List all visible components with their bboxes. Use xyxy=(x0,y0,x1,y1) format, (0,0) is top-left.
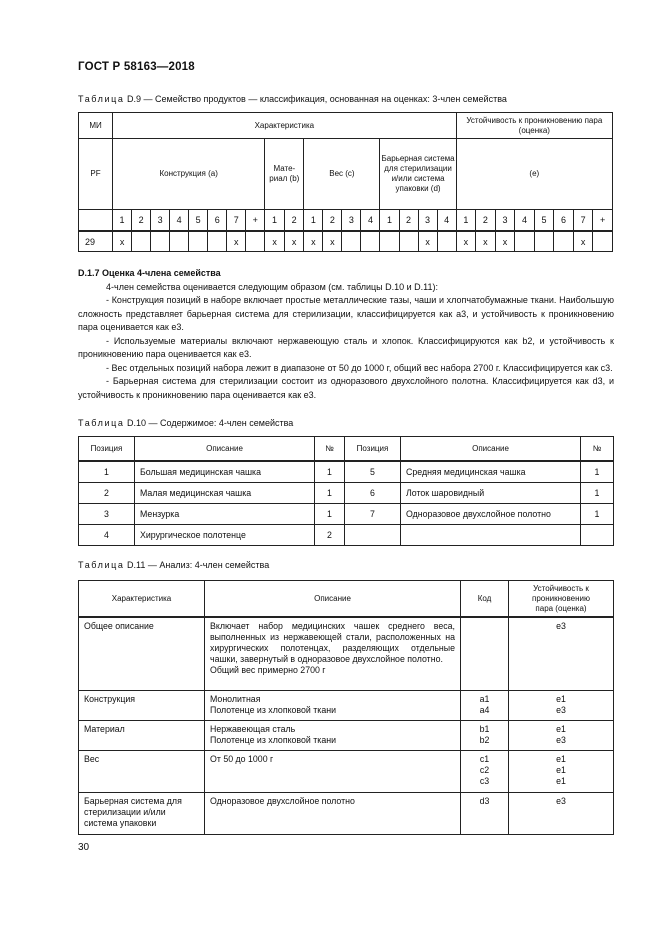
group-e-mark: x xyxy=(573,231,593,252)
cell-characteristic: Материал xyxy=(79,720,205,750)
cell-description: Одноразовое двухслойное полотно xyxy=(205,792,461,834)
table-d9-number-row xyxy=(79,210,613,232)
group-a-number: 3 xyxy=(151,210,170,232)
caption-prefix: Таблица xyxy=(78,418,125,428)
cell: 1 xyxy=(315,504,345,525)
group-e-number: 3 xyxy=(495,210,515,232)
cell-characteristic: Вес xyxy=(79,750,205,792)
group-b-number: 1 xyxy=(265,210,285,232)
column-header: Код xyxy=(461,581,509,618)
group-a-mark xyxy=(246,231,265,252)
group-b-number: 2 xyxy=(284,210,304,232)
document-header: ГОСТ Р 58163—2018 xyxy=(78,61,195,73)
group-a-number: 7 xyxy=(227,210,246,232)
group-e-number: 6 xyxy=(554,210,574,232)
steam-header: Устойчивость к проникновению пара (оценка) xyxy=(456,113,612,139)
group-e-mark xyxy=(534,231,554,252)
cell-code: d3 xyxy=(461,792,509,834)
table-row xyxy=(79,720,614,750)
group-d-mark xyxy=(437,231,456,252)
table-d10 xyxy=(78,436,614,546)
group-b-mark: x xyxy=(265,231,285,252)
cell: Лоток шаровидный xyxy=(401,483,581,504)
table-d11 xyxy=(78,580,614,835)
group-a-mark: x xyxy=(227,231,246,252)
group-c-number: 4 xyxy=(361,210,380,232)
group-a-number: 5 xyxy=(189,210,208,232)
group-a-mark xyxy=(170,231,189,252)
caption-prefix: Таблица xyxy=(78,560,125,570)
group-c-number: 1 xyxy=(304,210,323,232)
cell-code: c1 c2 c3 xyxy=(461,750,509,792)
table-row xyxy=(79,483,614,504)
characteristic-header: Характеристика xyxy=(113,113,457,139)
table-d9-caption xyxy=(78,94,507,104)
cell-code: a1 a4 xyxy=(461,690,509,720)
group-c-mark: x xyxy=(304,231,323,252)
cell: 3 xyxy=(79,504,135,525)
table-header-row xyxy=(79,437,614,462)
column-header: Характеристика xyxy=(79,581,205,618)
group-c-mark xyxy=(342,231,361,252)
pf-cell: PF xyxy=(79,139,113,210)
table-header-row xyxy=(79,581,614,618)
group-c-number: 3 xyxy=(342,210,361,232)
group-e-number: 1 xyxy=(456,210,476,232)
column-header: № xyxy=(315,437,345,462)
group-a-mark xyxy=(132,231,151,252)
group-b-mark: x xyxy=(284,231,304,252)
caption-prefix: Таблица xyxy=(78,94,125,104)
cell-description: Монолитная Полотенце из хлопковой ткани xyxy=(205,690,461,720)
group-d-mark xyxy=(399,231,418,252)
cell xyxy=(581,525,614,546)
construction-header: Конструкция (a) xyxy=(113,139,265,210)
table-d10-caption xyxy=(78,418,293,428)
group-d-number: 1 xyxy=(380,210,399,232)
column-header: Устойчивость к проникновению пара (оценка) xyxy=(509,581,614,618)
section-heading: D.1.7 Оценка 4-члена семейства xyxy=(78,268,221,278)
table-row xyxy=(79,750,614,792)
cell: 1 xyxy=(79,461,135,483)
caption-text: D.11 — Анализ: 4-член семейства xyxy=(127,560,270,570)
blank-cell xyxy=(79,210,113,232)
cell-description: От 50 до 1000 г xyxy=(205,750,461,792)
group-d-number: 3 xyxy=(418,210,437,232)
cell: 5 xyxy=(345,461,401,483)
table-row xyxy=(79,525,614,546)
group-e-mark xyxy=(593,231,613,252)
cell-score: e3 xyxy=(509,792,614,834)
cell-description: Включает набор медицинских чашек среднего веса, выполненных из нержавеющей стали, расположенных на хирургических полотенцах, разделяющих отдельные чашки, завернутый в одноразовое двухслойное полотно. Общий вес примерно 2700 г xyxy=(205,617,461,690)
cell: 6 xyxy=(345,483,401,504)
group-e-number: 4 xyxy=(515,210,535,232)
column-header: Позиция xyxy=(79,437,135,462)
cell: 1 xyxy=(315,483,345,504)
group-a-number: 1 xyxy=(113,210,132,232)
group-c-mark xyxy=(361,231,380,252)
cell: Малая медицинская чашка xyxy=(135,483,315,504)
cell: 1 xyxy=(581,504,614,525)
material-header: Мате-риал (b) xyxy=(265,139,304,210)
caption-text: D.9 — Семейство продуктов — классификация, основанная на оценках: 3-член семейства xyxy=(127,94,507,104)
cell: 1 xyxy=(581,483,614,504)
table-d11-caption xyxy=(78,560,269,570)
group-a-mark: x xyxy=(113,231,132,252)
group-e-number: 7 xyxy=(573,210,593,232)
cell: Большая медицинская чашка xyxy=(135,461,315,483)
column-header: Описание xyxy=(401,437,581,462)
cell xyxy=(345,525,401,546)
section-d17 xyxy=(78,267,614,402)
column-header: Описание xyxy=(135,437,315,462)
row-label: 29 xyxy=(79,231,113,252)
barrier-header: Барьерная система для стерилизации и/или система упаковки (d) xyxy=(380,139,456,210)
group-c-mark: x xyxy=(323,231,342,252)
group-c-number: 2 xyxy=(323,210,342,232)
group-e-mark: x xyxy=(476,231,496,252)
group-e-mark xyxy=(515,231,535,252)
table-d9 xyxy=(78,112,613,252)
table-row xyxy=(79,617,614,690)
group-e-mark: x xyxy=(495,231,515,252)
page-number: 30 xyxy=(78,842,90,853)
cell-characteristic: Конструкция xyxy=(79,690,205,720)
group-e-number: 2 xyxy=(476,210,496,232)
table-row xyxy=(79,690,614,720)
cell-characteristic: Барьерная система для стерилизации и/или система упаковки xyxy=(79,792,205,834)
column-header: № xyxy=(581,437,614,462)
group-e-mark: x xyxy=(456,231,476,252)
cell-score: e1 e3 xyxy=(509,720,614,750)
cell: Средняя медицинская чашка xyxy=(401,461,581,483)
group-d-mark xyxy=(380,231,399,252)
group-a-number: 6 xyxy=(208,210,227,232)
group-d-mark: x xyxy=(418,231,437,252)
paragraph: - Вес отдельных позиций набора лежит в диапазоне от 50 до 1000 г, общий вес набора 2700 г. Классифицируется как c3. xyxy=(106,362,613,373)
cell: 2 xyxy=(315,525,345,546)
cell-code: b1 b2 xyxy=(461,720,509,750)
table-row xyxy=(79,461,614,483)
paragraph: - Конструкция позиций в наборе включает простые металлические тазы, чаши и хлопчатобумажные ткани. Наибольшую сложность представляет барьерная система для стерилизации, классифицируется как a3, и устойчивость к проникновению пара оценивается как e3. xyxy=(78,295,614,332)
cell: Одноразовое двухслойное полотно xyxy=(401,504,581,525)
cell xyxy=(401,525,581,546)
group-a-mark xyxy=(151,231,170,252)
group-a-number: 4 xyxy=(170,210,189,232)
column-header: Описание xyxy=(205,581,461,618)
cell: 1 xyxy=(581,461,614,483)
cell: 2 xyxy=(79,483,135,504)
cell: 7 xyxy=(345,504,401,525)
table-row xyxy=(79,792,614,834)
group-d-number: 4 xyxy=(437,210,456,232)
group-e-mark xyxy=(554,231,574,252)
cell-code xyxy=(461,617,509,690)
cell-score: e1 e3 xyxy=(509,690,614,720)
cell-score: e1 e1 e1 xyxy=(509,750,614,792)
e-header: (e) xyxy=(456,139,612,210)
paragraph: 4-член семейства оценивается следующим образом (см. таблицы D.10 и D.11): xyxy=(106,281,439,292)
group-a-mark xyxy=(189,231,208,252)
paragraph: - Используемые материалы включают нержавеющую сталь и хлопок. Классифицируются как b2, и устойчивость к проникновению пара оценивается как e3. xyxy=(78,335,614,359)
cell: Мензурка xyxy=(135,504,315,525)
table-row xyxy=(79,504,614,525)
cell: 1 xyxy=(315,461,345,483)
cell: 4 xyxy=(79,525,135,546)
group-a-number: + xyxy=(246,210,265,232)
column-header: Позиция xyxy=(345,437,401,462)
cell-characteristic: Общее описание xyxy=(79,617,205,690)
cell-score: e3 xyxy=(509,617,614,690)
group-a-mark xyxy=(208,231,227,252)
table-d9-value-row xyxy=(79,231,613,252)
group-a-number: 2 xyxy=(132,210,151,232)
group-e-number: + xyxy=(593,210,613,232)
paragraph: - Барьерная система для стерилизации состоит из одноразового двухслойного полотна. Классифицируется как d3, и устойчивость к проникновению пара оценивается как e3. xyxy=(78,376,614,400)
cell-description: Нержавеющая сталь Полотенце из хлопковой ткани xyxy=(205,720,461,750)
cell: Хирургическое полотенце xyxy=(135,525,315,546)
group-e-number: 5 xyxy=(534,210,554,232)
caption-text: D.10 — Содержимое: 4-член семейства xyxy=(127,418,294,428)
group-d-number: 2 xyxy=(399,210,418,232)
mi-cell: МИ xyxy=(79,113,113,139)
weight-header: Вес (c) xyxy=(304,139,380,210)
